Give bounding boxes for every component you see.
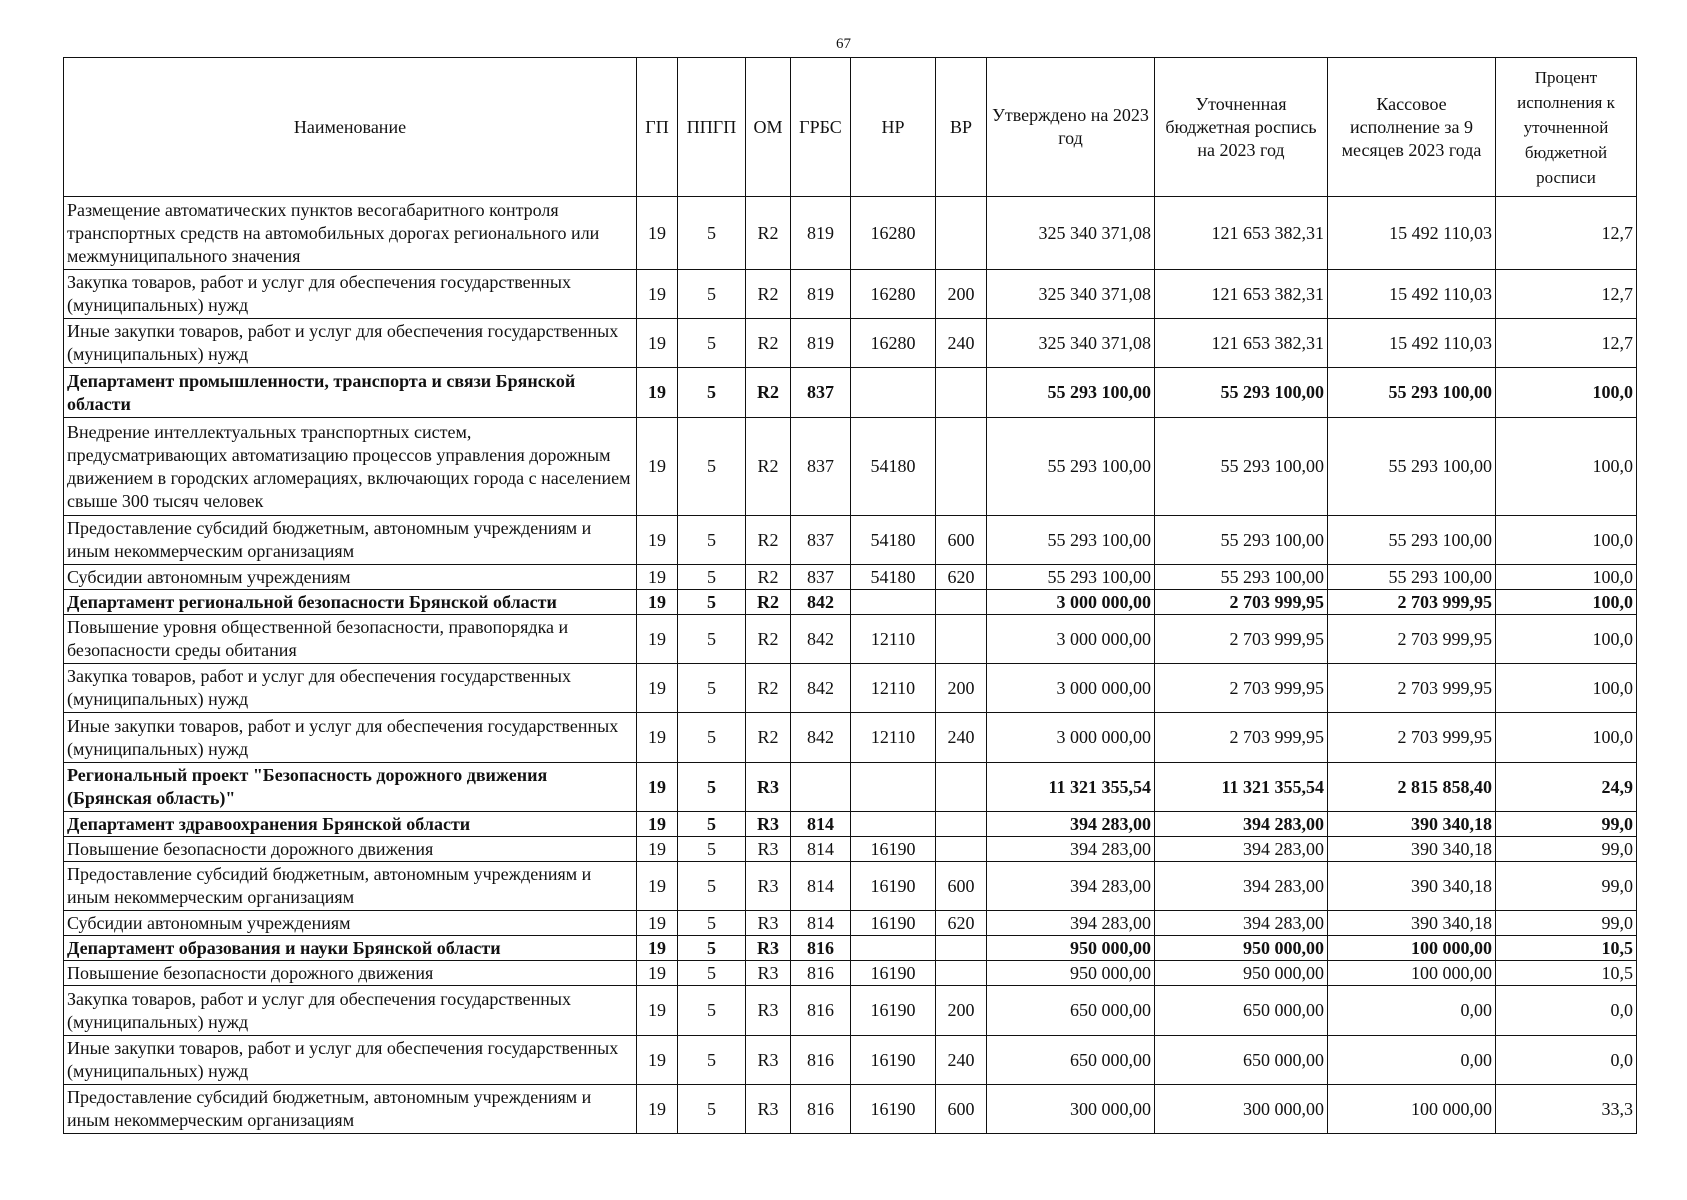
cell-gp: 19	[637, 516, 678, 565]
cell-percent: 99,0	[1496, 812, 1637, 837]
header-row	[64, 58, 1637, 197]
cell-approved: 55 293 100,00	[987, 516, 1155, 565]
header-approved: Утверждено на 2023 год	[987, 58, 1155, 197]
cell-name: Субсидии автономным учреждениям	[64, 565, 637, 590]
cell-cash: 390 340,18	[1328, 911, 1496, 936]
cell-ppgp: 5	[678, 368, 746, 418]
cell-grbs: 837	[791, 368, 851, 418]
cell-nr	[851, 368, 936, 418]
cell-ppgp: 5	[678, 936, 746, 961]
cell-name: Иные закупки товаров, работ и услуг для обеспечения государственных (муниципальных) нужд	[64, 1036, 637, 1085]
cell-gp: 19	[637, 1085, 678, 1134]
header-gp: ГП	[637, 58, 678, 197]
cell-percent: 24,9	[1496, 763, 1637, 812]
cell-refined: 55 293 100,00	[1155, 418, 1328, 516]
table-row	[64, 319, 1637, 368]
cell-vr: 240	[936, 1036, 987, 1085]
cell-approved: 3 000 000,00	[987, 664, 1155, 713]
cell-name: Субсидии автономным учреждениям	[64, 911, 637, 936]
cell-name: Повышение безопасности дорожного движения	[64, 961, 637, 986]
cell-ppgp: 5	[678, 516, 746, 565]
cell-om: R2	[746, 664, 791, 713]
cell-gp: 19	[637, 763, 678, 812]
cell-name: Департамент здравоохранения Брянской области	[64, 812, 637, 837]
cell-approved: 950 000,00	[987, 936, 1155, 961]
cell-percent: 100,0	[1496, 664, 1637, 713]
table-row	[64, 961, 1637, 986]
cell-cash: 55 293 100,00	[1328, 368, 1496, 418]
cell-approved: 394 283,00	[987, 911, 1155, 936]
cell-refined: 2 703 999,95	[1155, 713, 1328, 763]
cell-gp: 19	[637, 590, 678, 615]
cell-approved: 55 293 100,00	[987, 565, 1155, 590]
cell-name: Департамент образования и науки Брянской области	[64, 936, 637, 961]
cell-om: R2	[746, 197, 791, 270]
table-row	[64, 615, 1637, 664]
table-body	[64, 197, 1637, 1134]
cell-refined: 650 000,00	[1155, 1036, 1328, 1085]
cell-gp: 19	[637, 837, 678, 862]
cell-grbs: 819	[791, 319, 851, 368]
cell-om: R2	[746, 590, 791, 615]
cell-om: R2	[746, 516, 791, 565]
cell-approved: 950 000,00	[987, 961, 1155, 986]
cell-gp: 19	[637, 664, 678, 713]
cell-ppgp: 5	[678, 713, 746, 763]
cell-cash: 55 293 100,00	[1328, 565, 1496, 590]
cell-om: R3	[746, 986, 791, 1036]
cell-om: R3	[746, 812, 791, 837]
cell-name: Иные закупки товаров, работ и услуг для обеспечения государственных (муниципальных) нужд	[64, 713, 637, 763]
cell-gp: 19	[637, 713, 678, 763]
cell-grbs: 816	[791, 1036, 851, 1085]
cell-nr: 12110	[851, 615, 936, 664]
cell-approved: 11 321 355,54	[987, 763, 1155, 812]
table-row	[64, 986, 1637, 1036]
cell-nr: 16190	[851, 1036, 936, 1085]
cell-nr: 16280	[851, 197, 936, 270]
cell-ppgp: 5	[678, 418, 746, 516]
cell-approved: 55 293 100,00	[987, 368, 1155, 418]
header-ppgp: ППГП	[678, 58, 746, 197]
table-row	[64, 1085, 1637, 1134]
cell-ppgp: 5	[678, 1036, 746, 1085]
cell-nr: 16280	[851, 319, 936, 368]
cell-gp: 19	[637, 565, 678, 590]
cell-name: Иные закупки товаров, работ и услуг для обеспечения государственных (муниципальных) нужд	[64, 319, 637, 368]
cell-vr	[936, 197, 987, 270]
cell-ppgp: 5	[678, 270, 746, 319]
cell-om: R2	[746, 713, 791, 763]
cell-nr: 16190	[851, 986, 936, 1036]
cell-vr: 240	[936, 319, 987, 368]
cell-nr: 16190	[851, 1085, 936, 1134]
cell-ppgp: 5	[678, 197, 746, 270]
cell-nr	[851, 936, 936, 961]
cell-name: Департамент промышленности, транспорта и связи Брянской области	[64, 368, 637, 418]
cell-vr	[936, 961, 987, 986]
cell-ppgp: 5	[678, 565, 746, 590]
header-nr: НР	[851, 58, 936, 197]
cell-refined: 2 703 999,95	[1155, 664, 1328, 713]
table-row-summary	[64, 763, 1637, 812]
cell-om: R2	[746, 418, 791, 516]
cell-grbs: 816	[791, 936, 851, 961]
cell-gp: 19	[637, 812, 678, 837]
header-cash: Кассовое исполнение за 9 месяцев 2023 года	[1328, 58, 1496, 197]
cell-gp: 19	[637, 270, 678, 319]
cell-percent: 10,5	[1496, 936, 1637, 961]
cell-om: R2	[746, 319, 791, 368]
cell-vr: 620	[936, 911, 987, 936]
cell-name: Повышение безопасности дорожного движения	[64, 837, 637, 862]
cell-approved: 394 283,00	[987, 837, 1155, 862]
cell-name: Закупка товаров, работ и услуг для обеспечения государственных (муниципальных) нужд	[64, 664, 637, 713]
cell-percent: 12,7	[1496, 319, 1637, 368]
cell-percent: 0,0	[1496, 1036, 1637, 1085]
cell-ppgp: 5	[678, 1085, 746, 1134]
cell-gp: 19	[637, 1036, 678, 1085]
table-row	[64, 418, 1637, 516]
cell-grbs: 816	[791, 961, 851, 986]
cell-grbs: 814	[791, 837, 851, 862]
cell-percent: 10,5	[1496, 961, 1637, 986]
cell-vr	[936, 418, 987, 516]
cell-gp: 19	[637, 936, 678, 961]
cell-ppgp: 5	[678, 837, 746, 862]
cell-name: Размещение автоматических пунктов весогабаритного контроля транспортных средств на автомобильных дорогах регионального или межмуниципального значения	[64, 197, 637, 270]
cell-name: Региональный проект "Безопасность дорожного движения (Брянская область)"	[64, 763, 637, 812]
cell-refined: 55 293 100,00	[1155, 368, 1328, 418]
cell-percent: 100,0	[1496, 590, 1637, 615]
table-row-summary	[64, 590, 1637, 615]
table-row	[64, 270, 1637, 319]
cell-grbs: 819	[791, 270, 851, 319]
cell-refined: 650 000,00	[1155, 986, 1328, 1036]
cell-grbs: 816	[791, 986, 851, 1036]
table-row	[64, 837, 1637, 862]
header-percent: Процент исполнения к уточненной бюджетной росписи	[1496, 58, 1637, 197]
cell-name: Закупка товаров, работ и услуг для обеспечения государственных (муниципальных) нужд	[64, 270, 637, 319]
cell-percent: 100,0	[1496, 565, 1637, 590]
cell-gp: 19	[637, 862, 678, 911]
header-grbs: ГРБС	[791, 58, 851, 197]
cell-cash: 390 340,18	[1328, 812, 1496, 837]
cell-cash: 100 000,00	[1328, 936, 1496, 961]
cell-approved: 650 000,00	[987, 986, 1155, 1036]
cell-percent: 99,0	[1496, 862, 1637, 911]
cell-refined: 55 293 100,00	[1155, 516, 1328, 565]
cell-gp: 19	[637, 319, 678, 368]
cell-ppgp: 5	[678, 763, 746, 812]
cell-refined: 950 000,00	[1155, 961, 1328, 986]
cell-nr: 54180	[851, 565, 936, 590]
cell-cash: 55 293 100,00	[1328, 516, 1496, 565]
cell-cash: 2 703 999,95	[1328, 713, 1496, 763]
cell-percent: 12,7	[1496, 270, 1637, 319]
cell-approved: 325 340 371,08	[987, 197, 1155, 270]
cell-ppgp: 5	[678, 319, 746, 368]
cell-vr: 600	[936, 862, 987, 911]
cell-vr	[936, 936, 987, 961]
cell-vr	[936, 763, 987, 812]
cell-vr: 200	[936, 270, 987, 319]
cell-grbs: 814	[791, 812, 851, 837]
page-number: 67	[836, 36, 851, 52]
cell-grbs: 837	[791, 516, 851, 565]
cell-name: Предоставление субсидий бюджетным, автономным учреждениям и иным некоммерческим организациям	[64, 516, 637, 565]
cell-ppgp: 5	[678, 664, 746, 713]
cell-nr: 12110	[851, 664, 936, 713]
cell-nr	[851, 590, 936, 615]
cell-refined: 394 283,00	[1155, 911, 1328, 936]
cell-om: R3	[746, 862, 791, 911]
header-om: ОМ	[746, 58, 791, 197]
cell-om: R3	[746, 911, 791, 936]
cell-cash: 390 340,18	[1328, 862, 1496, 911]
cell-om: R2	[746, 565, 791, 590]
budget-table	[63, 57, 1637, 1134]
cell-approved: 650 000,00	[987, 1036, 1155, 1085]
cell-nr: 54180	[851, 516, 936, 565]
cell-percent: 12,7	[1496, 197, 1637, 270]
header-name: Наименование	[64, 58, 637, 197]
cell-gp: 19	[637, 986, 678, 1036]
cell-approved: 3 000 000,00	[987, 615, 1155, 664]
cell-vr	[936, 837, 987, 862]
cell-grbs: 816	[791, 1085, 851, 1134]
cell-nr	[851, 812, 936, 837]
table-row	[64, 1036, 1637, 1085]
cell-vr	[936, 812, 987, 837]
table-row-summary	[64, 368, 1637, 418]
cell-vr: 600	[936, 516, 987, 565]
cell-refined: 121 653 382,31	[1155, 270, 1328, 319]
cell-cash: 2 703 999,95	[1328, 664, 1496, 713]
cell-refined: 2 703 999,95	[1155, 615, 1328, 664]
cell-gp: 19	[637, 418, 678, 516]
cell-percent: 100,0	[1496, 615, 1637, 664]
cell-ppgp: 5	[678, 986, 746, 1036]
cell-gp: 19	[637, 615, 678, 664]
cell-om: R3	[746, 936, 791, 961]
header-vr: ВР	[936, 58, 987, 197]
cell-cash: 390 340,18	[1328, 837, 1496, 862]
cell-om: R3	[746, 763, 791, 812]
cell-ppgp: 5	[678, 961, 746, 986]
cell-vr: 240	[936, 713, 987, 763]
cell-grbs: 819	[791, 197, 851, 270]
cell-om: R3	[746, 1085, 791, 1134]
cell-approved: 394 283,00	[987, 812, 1155, 837]
cell-vr: 200	[936, 664, 987, 713]
cell-approved: 325 340 371,08	[987, 270, 1155, 319]
cell-nr: 16190	[851, 961, 936, 986]
cell-name: Предоставление субсидий бюджетным, автономным учреждениям и иным некоммерческим организациям	[64, 1085, 637, 1134]
cell-om: R2	[746, 270, 791, 319]
cell-nr: 54180	[851, 418, 936, 516]
cell-nr: 16190	[851, 862, 936, 911]
cell-approved: 394 283,00	[987, 862, 1155, 911]
cell-ppgp: 5	[678, 590, 746, 615]
cell-approved: 3 000 000,00	[987, 590, 1155, 615]
cell-gp: 19	[637, 911, 678, 936]
cell-nr: 12110	[851, 713, 936, 763]
table-row-summary	[64, 812, 1637, 837]
table-row	[64, 664, 1637, 713]
cell-nr: 16190	[851, 911, 936, 936]
cell-vr	[936, 590, 987, 615]
cell-name: Департамент региональной безопасности Брянской области	[64, 590, 637, 615]
cell-ppgp: 5	[678, 615, 746, 664]
cell-nr: 16280	[851, 270, 936, 319]
cell-percent: 33,3	[1496, 1085, 1637, 1134]
cell-vr: 600	[936, 1085, 987, 1134]
cell-percent: 99,0	[1496, 911, 1637, 936]
cell-approved: 3 000 000,00	[987, 713, 1155, 763]
cell-percent: 100,0	[1496, 418, 1637, 516]
cell-om: R3	[746, 837, 791, 862]
cell-percent: 100,0	[1496, 713, 1637, 763]
table-row	[64, 911, 1637, 936]
cell-percent: 100,0	[1496, 368, 1637, 418]
table-row-summary	[64, 936, 1637, 961]
cell-cash: 2 703 999,95	[1328, 590, 1496, 615]
cell-vr: 620	[936, 565, 987, 590]
cell-cash: 0,00	[1328, 1036, 1496, 1085]
cell-grbs: 814	[791, 911, 851, 936]
cell-refined: 55 293 100,00	[1155, 565, 1328, 590]
cell-cash: 15 492 110,03	[1328, 197, 1496, 270]
cell-refined: 394 283,00	[1155, 812, 1328, 837]
cell-name: Внедрение интеллектуальных транспортных систем, предусматривающих автоматизацию процессов управления дорожным движением в городских агломерациях, включающих города с населением свыше 300 тысяч человек	[64, 418, 637, 516]
cell-cash: 100 000,00	[1328, 961, 1496, 986]
cell-vr: 200	[936, 986, 987, 1036]
cell-grbs: 837	[791, 418, 851, 516]
cell-gp: 19	[637, 368, 678, 418]
cell-refined: 394 283,00	[1155, 837, 1328, 862]
cell-refined: 11 321 355,54	[1155, 763, 1328, 812]
cell-refined: 121 653 382,31	[1155, 319, 1328, 368]
cell-om: R3	[746, 961, 791, 986]
cell-name: Закупка товаров, работ и услуг для обеспечения государственных (муниципальных) нужд	[64, 986, 637, 1036]
cell-grbs: 842	[791, 664, 851, 713]
cell-refined: 2 703 999,95	[1155, 590, 1328, 615]
cell-cash: 55 293 100,00	[1328, 418, 1496, 516]
cell-approved: 55 293 100,00	[987, 418, 1155, 516]
cell-name: Повышение уровня общественной безопасности, правопорядка и безопасности среды обитания	[64, 615, 637, 664]
cell-name: Предоставление субсидий бюджетным, автономным учреждениям и иным некоммерческим организациям	[64, 862, 637, 911]
cell-refined: 950 000,00	[1155, 936, 1328, 961]
cell-ppgp: 5	[678, 812, 746, 837]
table-row	[64, 197, 1637, 270]
cell-om: R2	[746, 615, 791, 664]
cell-refined: 300 000,00	[1155, 1085, 1328, 1134]
table-row	[64, 713, 1637, 763]
cell-om: R2	[746, 368, 791, 418]
cell-cash: 0,00	[1328, 986, 1496, 1036]
cell-approved: 325 340 371,08	[987, 319, 1155, 368]
header-refined: Уточненная бюджетная роспись на 2023 год	[1155, 58, 1328, 197]
cell-refined: 121 653 382,31	[1155, 197, 1328, 270]
cell-percent: 99,0	[1496, 837, 1637, 862]
cell-cash: 2 815 858,40	[1328, 763, 1496, 812]
table-row	[64, 565, 1637, 590]
cell-percent: 100,0	[1496, 516, 1637, 565]
cell-grbs: 814	[791, 862, 851, 911]
cell-ppgp: 5	[678, 862, 746, 911]
cell-nr: 16190	[851, 837, 936, 862]
cell-grbs: 842	[791, 590, 851, 615]
cell-grbs	[791, 763, 851, 812]
cell-cash: 15 492 110,03	[1328, 270, 1496, 319]
cell-cash: 100 000,00	[1328, 1085, 1496, 1134]
cell-ppgp: 5	[678, 911, 746, 936]
cell-approved: 300 000,00	[987, 1085, 1155, 1134]
cell-nr	[851, 763, 936, 812]
cell-vr	[936, 615, 987, 664]
cell-grbs: 837	[791, 565, 851, 590]
table-row	[64, 862, 1637, 911]
cell-cash: 2 703 999,95	[1328, 615, 1496, 664]
cell-om: R3	[746, 1036, 791, 1085]
cell-grbs: 842	[791, 713, 851, 763]
cell-gp: 19	[637, 197, 678, 270]
table-row	[64, 516, 1637, 565]
table-header	[64, 58, 1637, 197]
cell-gp: 19	[637, 961, 678, 986]
cell-refined: 394 283,00	[1155, 862, 1328, 911]
cell-percent: 0,0	[1496, 986, 1637, 1036]
cell-vr	[936, 368, 987, 418]
cell-cash: 15 492 110,03	[1328, 319, 1496, 368]
cell-grbs: 842	[791, 615, 851, 664]
